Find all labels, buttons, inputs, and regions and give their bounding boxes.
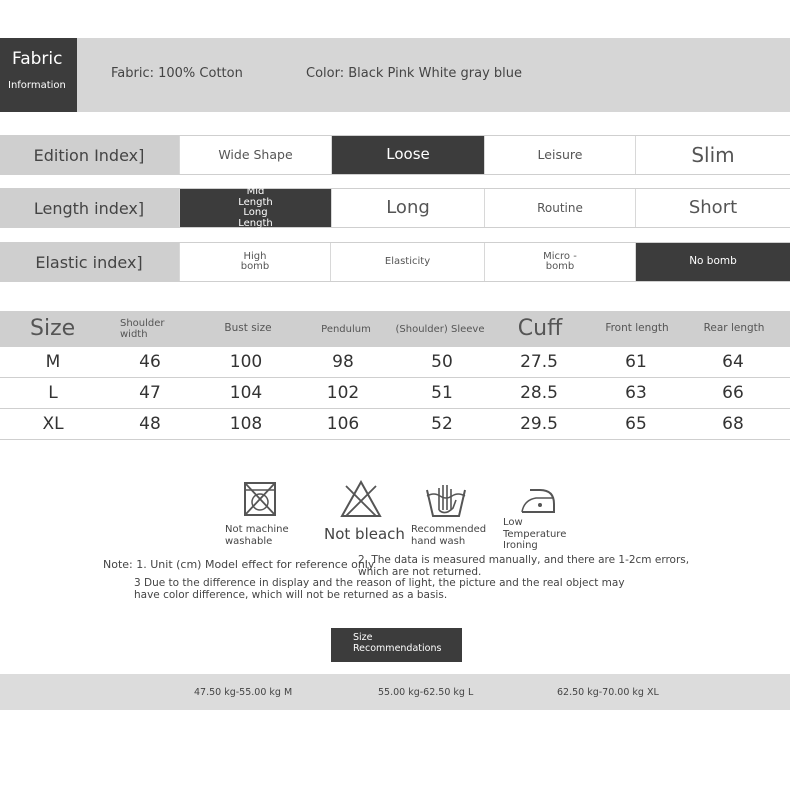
size-cell: 104 — [229, 383, 263, 403]
size-cell: 102 — [326, 383, 360, 403]
care-low-iron-label: Low Temperature Ironing — [503, 517, 567, 551]
size-cell: 48 — [139, 414, 161, 434]
size-recommendations-button[interactable] — [331, 628, 462, 662]
no-machine-wash-icon — [240, 479, 280, 519]
size-cell: 100 — [229, 352, 263, 372]
edition-index-label: Edition Index] — [33, 145, 145, 165]
size-cell: 64 — [722, 352, 744, 372]
care-hand-wash-label: Recommended hand wash — [411, 524, 487, 547]
size-cell: 61 — [625, 352, 647, 372]
elastic-option-no-bomb: No bomb — [635, 243, 790, 281]
elastic-option-high-bomb: High bomb — [179, 243, 330, 281]
fabric-tag — [0, 38, 77, 112]
hand-wash-icon — [424, 480, 468, 520]
edition-option-wide-shape: Wide Shape — [179, 136, 331, 174]
size-cell: 51 — [431, 383, 453, 403]
size-cell: 28.5 — [520, 383, 558, 403]
size-cell: 46 — [139, 352, 161, 372]
size-header-front-length: Front length — [605, 322, 669, 335]
size-header-sleeve: (Shoulder) Sleeve — [395, 323, 485, 335]
size-cell: 29.5 — [520, 414, 558, 434]
size-cell: 27.5 — [520, 352, 558, 372]
fabric-title: Fabric — [12, 49, 63, 69]
edition-option-leisure: Leisure — [484, 136, 635, 174]
size-label: L — [48, 383, 58, 403]
edition-index-row — [0, 135, 790, 175]
size-header-rear-length: Rear length — [703, 322, 765, 335]
note-2: 2. The data is measured manually, and there are 1-2cm errors, which are not returned. — [358, 554, 690, 578]
size-header-cuff: Cuff — [517, 315, 563, 341]
edition-option-slim: Slim — [635, 136, 790, 174]
length-option-long: Long — [331, 189, 484, 227]
elastic-option-micro-bomb: Micro -bomb — [484, 243, 635, 281]
size-cell: 52 — [431, 414, 453, 434]
length-option-short: Short — [635, 189, 790, 227]
fabric-colors: Color: Black Pink White gray blue — [306, 66, 523, 81]
size-cell: 65 — [625, 414, 647, 434]
size-cell: 47 — [139, 383, 161, 403]
size-cell: 106 — [326, 414, 360, 434]
fabric-material: Fabric: 100% Cotton — [111, 66, 243, 81]
care-no-bleach-label: Not bleach — [324, 525, 405, 543]
table-row-divider — [0, 439, 790, 440]
size-header-size: Size — [30, 315, 76, 341]
size-cell: 50 — [431, 352, 453, 372]
length-index-label: Length index] — [33, 198, 145, 218]
size-header-bust: Bust size — [224, 322, 272, 335]
table-row-divider — [0, 377, 790, 378]
note-3: 3 Due to the difference in display and the reason of light, the picture and the real object may have color difference, which will not be returned as a basis. — [134, 577, 625, 601]
length-index-row — [0, 188, 790, 228]
size-cell: 66 — [722, 383, 744, 403]
recommendation-xl: 62.50 kg-70.00 kg XL — [557, 687, 659, 698]
low-temperature-iron-icon — [518, 482, 558, 518]
edition-option-loose: Loose — [331, 136, 484, 174]
size-label: M — [45, 352, 61, 372]
size-header-shoulder: Shoulder width — [120, 318, 165, 340]
size-cell: 68 — [722, 414, 744, 434]
recommendation-l: 55.00 kg-62.50 kg L — [378, 687, 474, 698]
no-bleach-icon — [340, 480, 382, 518]
table-row-divider — [0, 408, 790, 409]
length-option-routine: Routine — [484, 189, 635, 227]
elastic-option-elasticity: Elasticity — [330, 243, 484, 281]
size-label: XL — [42, 414, 64, 434]
recommendation-m: 47.50 kg-55.00 kg M — [194, 687, 293, 698]
size-cell: 98 — [332, 352, 354, 372]
size-cell: 63 — [625, 383, 647, 403]
size-header-pendulum: Pendulum — [321, 323, 371, 335]
fabric-subtitle: Information — [8, 80, 66, 91]
length-option-mid-long: Mid Length Long Length — [179, 189, 331, 227]
elastic-index-row — [0, 242, 790, 282]
size-recommendations-label: Size Recommendations — [353, 632, 442, 654]
care-no-machine-wash-label: Not machine washable — [225, 524, 289, 547]
size-cell: 108 — [229, 414, 263, 434]
elastic-index-label: Elastic index] — [35, 252, 143, 272]
note-1: Note: 1. Unit (cm) Model effect for reference only — [103, 558, 375, 571]
